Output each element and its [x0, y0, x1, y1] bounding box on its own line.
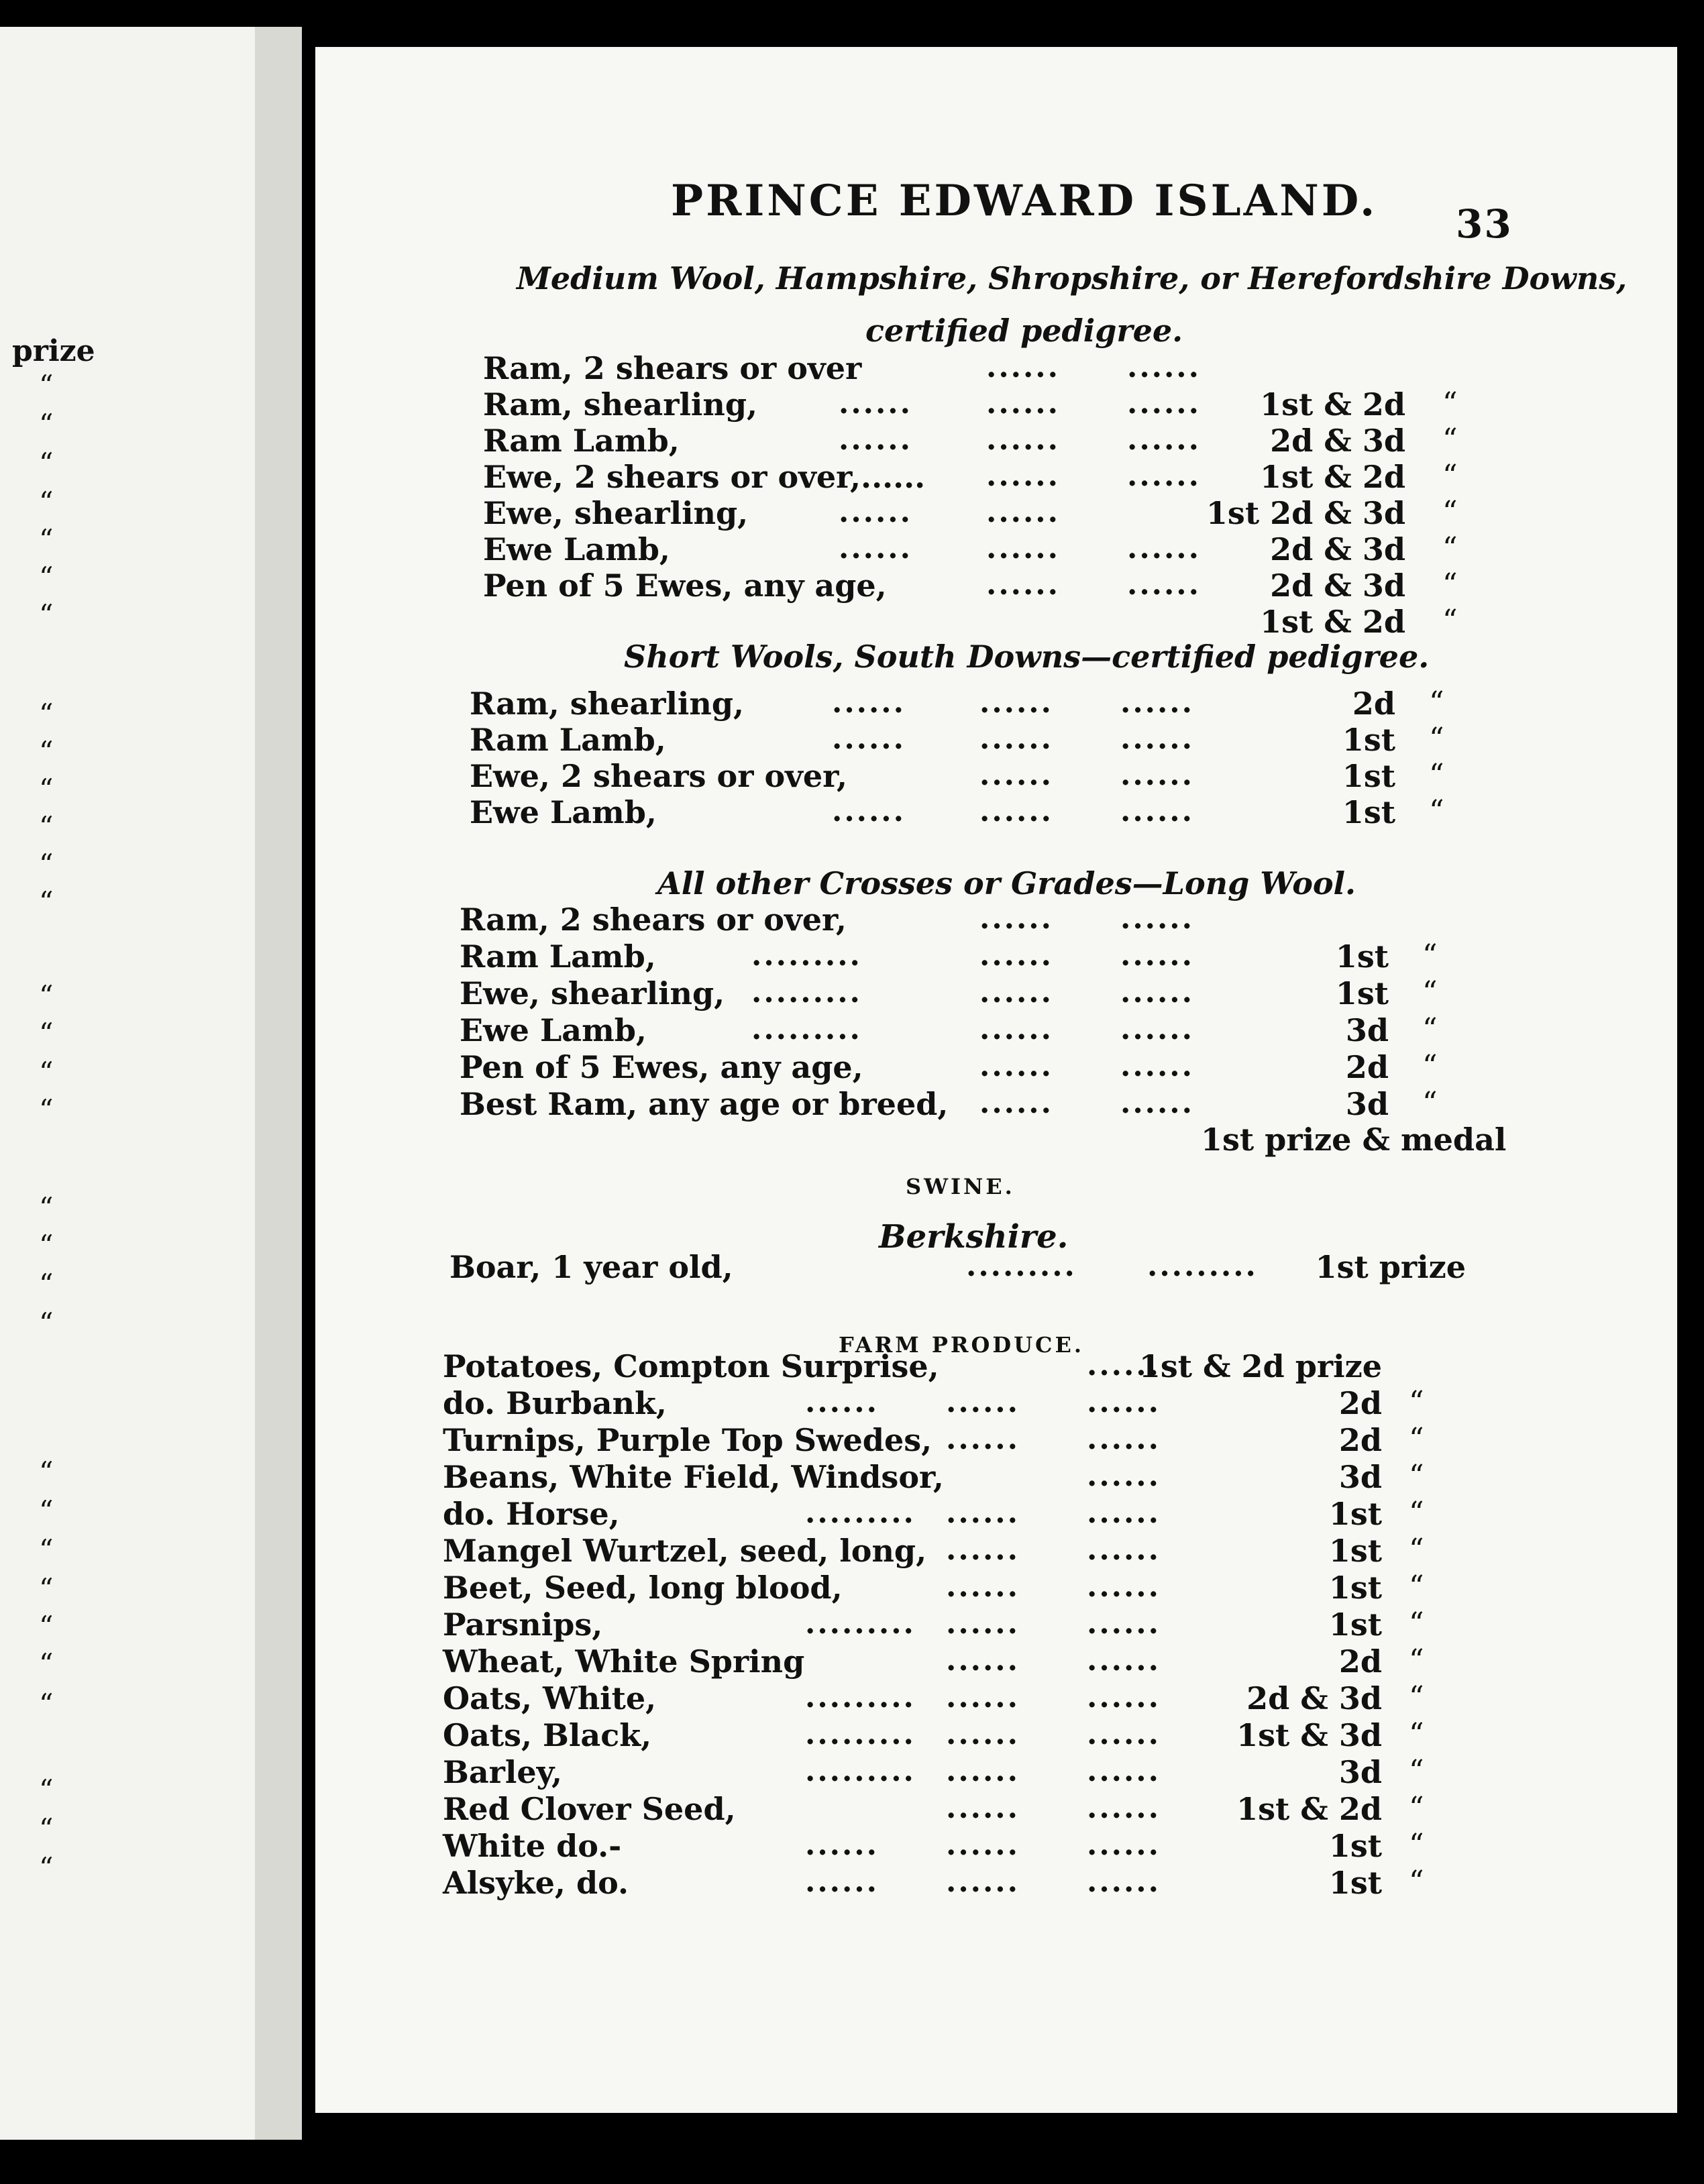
entry-name: Ewe, shearling, [460, 975, 725, 1012]
leader-dots: ...... [979, 975, 1053, 1009]
award-text: 2d [1352, 686, 1395, 722]
award-text: 1st [1342, 758, 1395, 794]
leader-dots: ...... [986, 567, 1060, 602]
ditto-mark: “ [1422, 1012, 1438, 1046]
ditto-mark: “ [1429, 722, 1444, 756]
left-ditto-mark: “ [39, 1093, 54, 1126]
leader-dots: ...... [1120, 794, 1194, 828]
entry-name: Red Clover Seed, [443, 1791, 736, 1827]
leader-dots: ...... [946, 1791, 1020, 1825]
leader-dots: ...... [832, 686, 906, 720]
section-heading: Medium Wool, Hampshire, Shropshire, or Herefordshire Downs, [517, 260, 1628, 296]
entry-name: do. Horse, [443, 1496, 620, 1532]
leader-dots: ...... [1087, 1865, 1161, 1899]
leader-dots: ......... [751, 1012, 862, 1046]
leader-dots: ......... [805, 1496, 916, 1530]
left-page-edge [255, 27, 302, 2140]
leader-dots: ......... [805, 1680, 916, 1714]
ditto-mark: “ [1409, 1459, 1424, 1493]
leader-dots: ...... [946, 1385, 1020, 1419]
leader-dots: ...... [1120, 975, 1194, 1009]
leader-dots: ...... [1127, 386, 1201, 421]
leader-dots: ...... [1087, 1717, 1161, 1751]
leader-dots: ...... [979, 938, 1053, 973]
leader-dots: ...... [979, 1012, 1053, 1046]
leader-dots: ...... [979, 794, 1053, 828]
ditto-mark: “ [1442, 495, 1458, 529]
award-text: 1st [1342, 794, 1395, 830]
entry-name: Ram Lamb, [483, 423, 680, 459]
leader-dots: ...... [986, 459, 1060, 493]
leader-dots: ...... [979, 686, 1053, 720]
ditto-mark: “ [1409, 1496, 1424, 1530]
leader-dots: ...... [839, 423, 912, 457]
award-text: 3d [1338, 1754, 1382, 1790]
ditto-mark: “ [1409, 1680, 1424, 1714]
left-ditto-mark: “ [39, 848, 54, 881]
award-text: 1st & 2d [1260, 459, 1405, 495]
entry-name: Oats, White, [443, 1680, 657, 1716]
leader-dots: ......... [805, 1606, 916, 1641]
left-ditto-mark: “ [39, 979, 54, 1012]
section-subheading: Berkshire. [879, 1218, 1069, 1256]
leader-dots: ...... [1127, 567, 1201, 602]
award-text: 1st [1328, 1865, 1382, 1901]
leader-dots: ...... [805, 1865, 879, 1899]
award-text: 2d [1345, 1049, 1389, 1085]
left-ditto-mark: “ [39, 1533, 54, 1566]
entry-name: Pen of 5 Ewes, any age, [483, 567, 887, 604]
leader-dots: ...... [839, 495, 912, 529]
entry-name: Beans, White Field, Windsor, [443, 1459, 944, 1495]
left-ditto-mark: “ [39, 1017, 54, 1050]
award-text: 2d & 3d [1246, 1680, 1382, 1716]
entry-name: Ewe Lamb, [470, 794, 657, 830]
leader-dots: ...... [1120, 1086, 1194, 1120]
ditto-mark: “ [1409, 1422, 1424, 1456]
award-text: 1st [1335, 938, 1389, 975]
ditto-mark: “ [1409, 1754, 1424, 1788]
ditto-mark: “ [1442, 423, 1458, 457]
page-title: PRINCE EDWARD ISLAND. [671, 176, 1378, 226]
entry-name: Boar, 1 year old, [449, 1249, 733, 1285]
leader-dots: ......... [966, 1249, 1077, 1283]
leader-dots: ...... [979, 1086, 1053, 1120]
entry-name: White do.- [443, 1828, 622, 1864]
leader-dots: ...... [1087, 1422, 1161, 1456]
award-text: 1st [1335, 975, 1389, 1012]
left-ditto-mark: “ [39, 698, 54, 730]
leader-dots: ...... [946, 1643, 1020, 1678]
left-page-column [0, 0, 134, 2184]
left-ditto-mark: “ [39, 1647, 54, 1680]
leader-dots: ...... [1087, 1643, 1161, 1678]
leader-dots: ...... [1087, 1385, 1161, 1419]
leader-dots: ...... [946, 1680, 1020, 1714]
left-ditto-mark: “ [39, 1812, 54, 1845]
ditto-mark: “ [1429, 794, 1444, 828]
entry-name: Pen of 5 Ewes, any age, [460, 1049, 863, 1085]
entry-name: Oats, Black, [443, 1717, 652, 1753]
entry-name: Ram, 2 shears or over [483, 350, 862, 386]
award-text: 3d [1338, 1459, 1382, 1495]
leader-dots: ...... [979, 758, 1053, 792]
ditto-mark: “ [1409, 1791, 1424, 1825]
left-ditto-mark: “ [39, 1773, 54, 1806]
award-text: 1st prize [1315, 1249, 1466, 1285]
entry-name: Ram, shearling, [483, 386, 758, 423]
leader-dots: ...... [979, 902, 1053, 936]
award-text: 2d [1338, 1422, 1382, 1458]
award-text: 1st [1328, 1570, 1382, 1606]
section-heading-continued: certified pedigree. [865, 313, 1183, 349]
entry-name: Beet, Seed, long blood, [443, 1570, 843, 1606]
ditto-mark: “ [1422, 938, 1438, 973]
leader-dots: ...... [839, 531, 912, 565]
ditto-mark: “ [1409, 1606, 1424, 1641]
ditto-mark: “ [1409, 1717, 1424, 1751]
left-ditto-mark: “ [39, 1307, 54, 1340]
leader-dots: ...... [1087, 1570, 1161, 1604]
section-heading: Short Wools, South Downs—certified pedigree. [624, 639, 1430, 675]
leader-dots: ...... [832, 794, 906, 828]
left-ditto-mark: “ [39, 447, 54, 480]
leader-dots: ...... [1087, 1606, 1161, 1641]
award-text: 1st & 2d [1236, 1791, 1382, 1827]
ditto-mark: “ [1409, 1385, 1424, 1419]
leader-dots: ...... [946, 1865, 1020, 1899]
entry-name: Parsnips, [443, 1606, 603, 1643]
leader-dots: ...... [1087, 1348, 1161, 1382]
left-ditto-mark: “ [39, 1229, 54, 1262]
left-ditto-mark: “ [39, 523, 54, 556]
left-ditto-mark: “ [39, 1851, 54, 1884]
entry-name: Ewe Lamb, [483, 531, 670, 567]
leader-dots: ...... [805, 1828, 879, 1862]
left-ditto-mark: “ [39, 735, 54, 768]
entry-name: Alsyke, do. [443, 1865, 629, 1901]
leader-dots: ...... [946, 1754, 1020, 1788]
award-text: 2d & 3d [1270, 531, 1405, 567]
award-text: 1st [1342, 722, 1395, 758]
left-ditto-mark: “ [39, 369, 54, 402]
ditto-mark: “ [1409, 1643, 1424, 1678]
leader-dots: ...... [1087, 1680, 1161, 1714]
leader-dots: ...... [1120, 686, 1194, 720]
left-ditto-mark: “ [39, 1268, 54, 1301]
leader-dots: ...... [805, 1385, 879, 1419]
award-text: 2d [1338, 1385, 1382, 1421]
entry-name: Ewe, shearling, [483, 495, 749, 531]
leader-dots: ...... [1087, 1754, 1161, 1788]
leader-dots: ...... [979, 1049, 1053, 1083]
leader-dots: ...... [1087, 1459, 1161, 1493]
entry-name: Ram, shearling, [470, 686, 745, 722]
leader-dots: ...... [986, 423, 1060, 457]
entry-name: Potatoes, Compton Surprise, [443, 1348, 939, 1384]
leader-dots: ...... [1127, 531, 1201, 565]
award-text: 1st [1328, 1606, 1382, 1643]
left-ditto-mark: “ [39, 885, 54, 918]
ditto-mark: “ [1442, 531, 1458, 565]
award-text: 1st [1328, 1828, 1382, 1864]
entry-name: Ewe Lamb, [460, 1012, 647, 1048]
leader-dots: ...... [946, 1533, 1020, 1567]
leader-dots: ......... [805, 1754, 916, 1788]
ditto-mark: “ [1429, 758, 1444, 792]
left-ditto-mark: “ [39, 1610, 54, 1643]
left-ditto-mark: “ [39, 1688, 54, 1721]
award-text: 1st & 2d prize [1138, 1348, 1382, 1384]
award-text: 1st [1328, 1533, 1382, 1569]
left-ditto-mark: “ [39, 1191, 54, 1224]
left-ditto-mark: “ [39, 598, 54, 631]
leader-dots: ...... [1087, 1791, 1161, 1825]
leader-dots: ...... [946, 1717, 1020, 1751]
leader-dots: ...... [1120, 1012, 1194, 1046]
leader-dots: ......... [751, 975, 862, 1009]
ditto-mark: “ [1429, 686, 1444, 720]
leader-dots: ...... [1127, 423, 1201, 457]
leader-dots: ...... [946, 1828, 1020, 1862]
ditto-mark: “ [1442, 567, 1458, 602]
leader-dots: ...... [832, 722, 906, 756]
leader-dots: ...... [986, 386, 1060, 421]
entry-name: do. Burbank, [443, 1385, 667, 1421]
left-ditto-mark: “ [39, 810, 54, 843]
award-text: 2d [1338, 1643, 1382, 1680]
award-text: 1st [1328, 1496, 1382, 1532]
leader-dots: ...... [1087, 1533, 1161, 1567]
award-text: 1st 2d & 3d [1206, 495, 1405, 531]
leader-dots: ...... [1120, 758, 1194, 792]
entry-name: Ewe, 2 shears or over,...... [483, 459, 926, 495]
page-number: 33 [1456, 201, 1513, 247]
leader-dots: ...... [1120, 902, 1194, 936]
left-ditto-mark: “ [39, 1456, 54, 1488]
ditto-mark: “ [1442, 386, 1458, 421]
entry-name: Wheat, White Spring [443, 1643, 805, 1680]
ditto-mark: “ [1422, 1086, 1438, 1120]
leader-dots: ...... [1120, 1049, 1194, 1083]
award-text: 1st & 3d [1236, 1717, 1382, 1753]
ditto-mark: “ [1409, 1828, 1424, 1862]
ditto-mark: “ [1409, 1865, 1424, 1899]
award-text: 1st prize & medal [1201, 1122, 1507, 1158]
award-text: 3d [1345, 1086, 1389, 1122]
entry-name: Mangel Wurtzel, seed, long, [443, 1533, 927, 1569]
entry-name: Barley, [443, 1754, 563, 1790]
left-prize-word: prize [12, 334, 95, 368]
award-text: 1st & 2d [1260, 604, 1405, 640]
entry-name: Ram Lamb, [460, 938, 656, 975]
leader-dots: ...... [986, 350, 1060, 384]
leader-dots: ...... [986, 531, 1060, 565]
ditto-mark: “ [1409, 1533, 1424, 1567]
left-ditto-mark: “ [39, 1572, 54, 1605]
leader-dots: ......... [1147, 1249, 1258, 1283]
ditto-mark: “ [1409, 1570, 1424, 1604]
left-ditto-mark: “ [39, 1494, 54, 1527]
award-text: 2d & 3d [1270, 423, 1405, 459]
leader-dots: ...... [1127, 350, 1201, 384]
leader-dots: ......... [805, 1717, 916, 1751]
award-text: 1st & 2d [1260, 386, 1405, 423]
entry-name: Ram, 2 shears or over, [460, 902, 847, 938]
ditto-mark: “ [1442, 459, 1458, 493]
left-ditto-mark: “ [39, 1056, 54, 1089]
leader-dots: ...... [1120, 722, 1194, 756]
left-ditto-mark: “ [39, 561, 54, 594]
leader-dots: ...... [979, 722, 1053, 756]
leader-dots: ...... [1127, 459, 1201, 493]
left-ditto-mark: “ [39, 408, 54, 441]
leader-dots: ...... [946, 1496, 1020, 1530]
ditto-mark: “ [1442, 604, 1458, 638]
ditto-mark: “ [1422, 1049, 1438, 1083]
leader-dots: ...... [839, 386, 912, 421]
leader-dots: ...... [946, 1422, 1020, 1456]
entry-name: Ewe, 2 shears or over, [470, 758, 848, 794]
leader-dots: ...... [986, 495, 1060, 529]
entry-name: Ram Lamb, [470, 722, 666, 758]
entry-name: Best Ram, any age or breed, [460, 1086, 949, 1122]
ditto-mark: “ [1422, 975, 1438, 1009]
award-text: 2d & 3d [1270, 567, 1405, 604]
section-heading: FARM PRODUCE. [839, 1332, 1085, 1358]
leader-dots: ...... [1120, 938, 1194, 973]
leader-dots: ...... [946, 1606, 1020, 1641]
left-ditto-mark: “ [39, 486, 54, 518]
section-heading: SWINE. [906, 1174, 1015, 1199]
section-heading: All other Crosses or Grades—Long Wool. [657, 865, 1356, 902]
entry-name: Turnips, Purple Top Swedes, [443, 1422, 933, 1458]
award-text: 3d [1345, 1012, 1389, 1048]
leader-dots: ...... [946, 1570, 1020, 1604]
leader-dots: ...... [1087, 1496, 1161, 1530]
leader-dots: ......... [751, 938, 862, 973]
left-ditto-mark: “ [39, 773, 54, 806]
leader-dots: ...... [1087, 1828, 1161, 1862]
